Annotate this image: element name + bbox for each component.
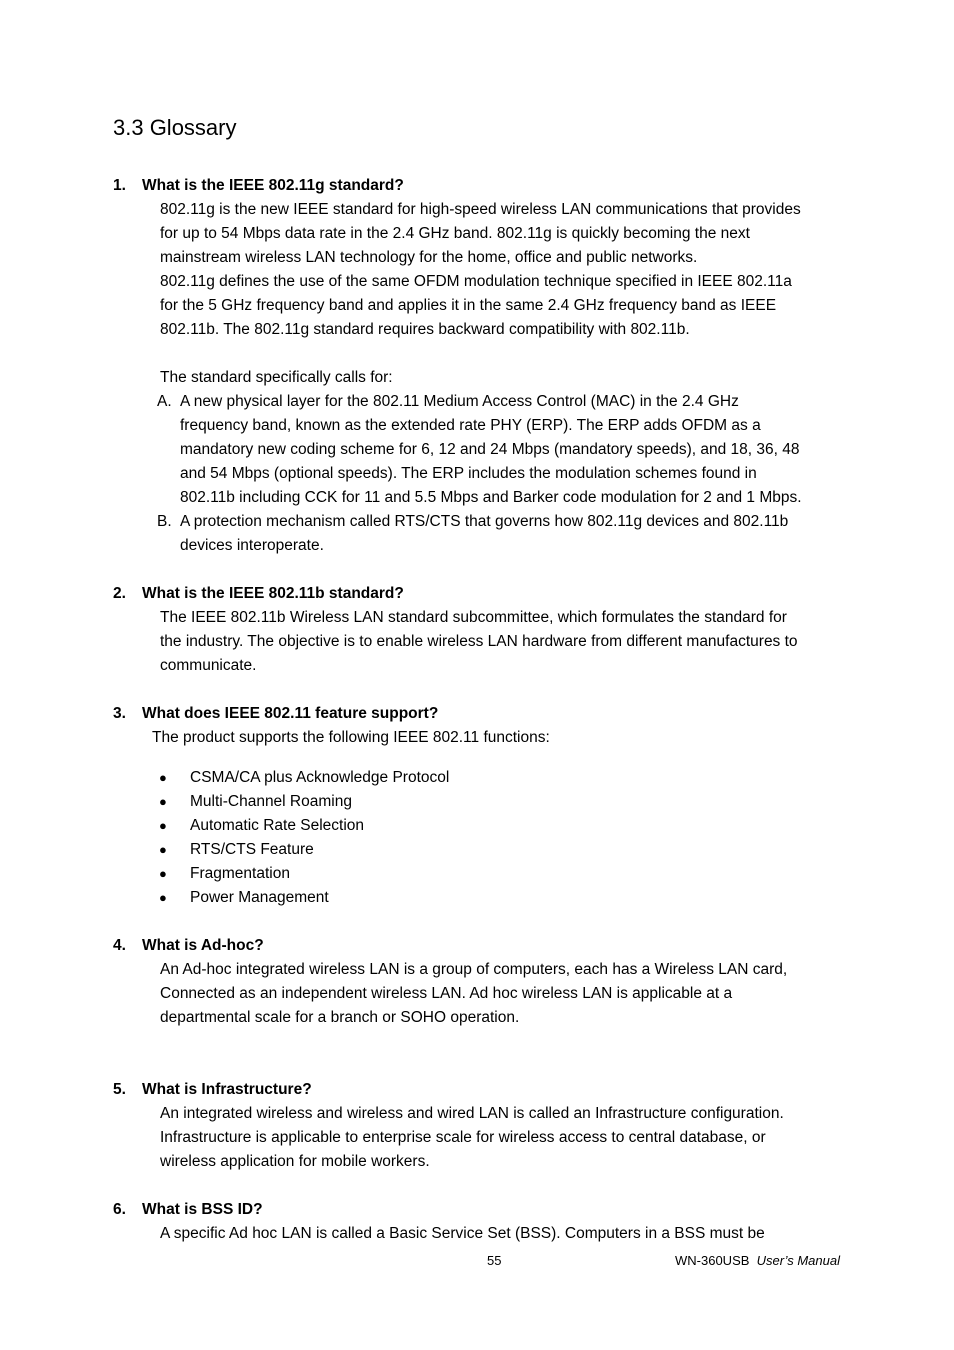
text-line: 802.11g defines the use of the same OFDM modulation technique specified in IEEE 802.11a	[160, 273, 792, 290]
question-heading	[113, 934, 833, 958]
question-number: 4.	[113, 937, 126, 954]
calls-for-intro: The standard specifically calls for:	[160, 369, 393, 386]
list-item: ● Automatic Rate Selection	[190, 814, 833, 838]
question-title: What does IEEE 802.11 feature support?	[142, 705, 439, 722]
text-line: the industry. The objective is to enable wireless LAN hardware from different manufactures to	[160, 633, 798, 650]
question-number: 3.	[113, 705, 126, 722]
list-label: B.	[157, 513, 172, 530]
text-line: 802.11b including CCK for 11 and 5.5 Mbps and Barker code modulation for 2 and 1 Mbps.	[180, 489, 802, 506]
feature-list	[113, 766, 833, 910]
glossary-item-bss-id	[113, 1198, 833, 1246]
answer-text	[113, 1222, 833, 1246]
text-line: A protection mechanism called RTS/CTS that governs how 802.11g devices and 802.11b	[180, 513, 789, 530]
text-line: mandatory new coding scheme for 6, 12 and 24 Mbps (mandatory speeds), and 18, 36, 48	[180, 441, 800, 458]
text-line: Infrastructure is applicable to enterprise scale for wireless access to central database, or	[160, 1129, 766, 1146]
bullet-icon: ●	[159, 770, 167, 785]
list-item-b	[113, 510, 833, 558]
answer-text	[113, 958, 833, 1030]
manual-label: User’s Manual	[756, 1253, 840, 1268]
question-title: What is Infrastructure?	[142, 1081, 312, 1098]
list-item: ● CSMA/CA plus Acknowledge Protocol	[190, 766, 833, 790]
glossary-item-802-11g	[113, 174, 833, 558]
answer-text	[113, 1102, 833, 1174]
text-line: Connected as an independent wireless LAN. Ad hoc wireless LAN is applicable at a	[160, 985, 733, 1002]
question-title: What is BSS ID?	[142, 1201, 263, 1218]
text-line: An integrated wireless and wireless and wired LAN is called an Infrastructure configuration.	[160, 1105, 784, 1122]
list-item: ● Multi-Channel Roaming	[190, 790, 833, 814]
list-item-a	[113, 390, 833, 510]
text-line: for the 5 GHz frequency band and applies it in the same 2.4 GHz frequency band as IEEE	[160, 297, 777, 314]
bullet-icon: ●	[159, 842, 167, 857]
list-item: ● Fragmentation	[190, 862, 833, 886]
text-line: departmental scale for a branch or SOHO operation.	[160, 1009, 520, 1026]
list-label: A.	[157, 393, 172, 410]
bullet-icon: ●	[159, 890, 167, 905]
section-title: 3.3 Glossary	[113, 115, 237, 140]
question-heading	[113, 582, 833, 606]
page-number: 55	[487, 1253, 502, 1268]
text-line: communicate.	[160, 657, 257, 674]
text-line: An Ad-hoc integrated wireless LAN is a group of computers, each has a Wireless LAN card,	[160, 961, 788, 978]
question-number: 6.	[113, 1201, 126, 1218]
question-title: What is Ad-hoc?	[142, 937, 264, 954]
question-heading	[113, 702, 833, 726]
list-item: ● Power Management	[190, 886, 833, 910]
question-title: What is the IEEE 802.11g standard?	[142, 177, 404, 194]
bullet-icon: ●	[159, 866, 167, 881]
question-title: What is the IEEE 802.11b standard?	[142, 585, 404, 602]
text-line: 802.11b. The 802.11g standard requires backward compatibility with 802.11b.	[160, 321, 690, 338]
text-line: and 54 Mbps (optional speeds). The ERP includes the modulation schemes found in	[180, 465, 757, 482]
question-number: 5.	[113, 1081, 126, 1098]
text-line: devices interoperate.	[180, 537, 324, 554]
glossary-item-infrastructure	[113, 1078, 833, 1174]
answer-text	[113, 198, 833, 390]
glossary-content	[113, 174, 833, 1246]
text-line: wireless application for mobile workers.	[160, 1153, 430, 1170]
question-heading	[113, 174, 833, 198]
question-heading	[113, 1198, 833, 1222]
glossary-item-ad-hoc	[113, 934, 833, 1030]
bullet-icon: ●	[159, 794, 167, 809]
text-line: The IEEE 802.11b Wireless LAN standard subcommittee, which formulates the standard for	[160, 609, 787, 626]
glossary-item-802-11-features	[113, 702, 833, 910]
answer-text	[113, 606, 833, 678]
product-name: WN-360USB	[675, 1253, 750, 1268]
text-line: for up to 54 Mbps data rate in the 2.4 GHz band. 802.11g is quickly becoming the next	[160, 225, 750, 242]
question-number: 1.	[113, 177, 126, 194]
question-heading	[113, 1078, 833, 1102]
answer-text	[113, 726, 833, 750]
text-line: 802.11g is the new IEEE standard for high-speed wireless LAN communications that provides	[160, 201, 801, 218]
text-line: mainstream wireless LAN technology for the home, office and public networks.	[160, 249, 698, 266]
text-line: A new physical layer for the 802.11 Medium Access Control (MAC) in the 2.4 GHz	[180, 393, 739, 410]
text-line: The product supports the following IEEE 802.11 functions:	[152, 729, 550, 746]
text-line: A specific Ad hoc LAN is called a Basic Service Set (BSS). Computers in a BSS must be	[160, 1225, 765, 1242]
bullet-icon: ●	[159, 818, 167, 833]
question-number: 2.	[113, 585, 126, 602]
text-line: frequency band, known as the extended rate PHY (ERP). The ERP adds OFDM as a	[180, 417, 761, 434]
glossary-item-802-11b	[113, 582, 833, 678]
footer-manual-title	[675, 1253, 840, 1268]
list-item: ● RTS/CTS Feature	[190, 838, 833, 862]
